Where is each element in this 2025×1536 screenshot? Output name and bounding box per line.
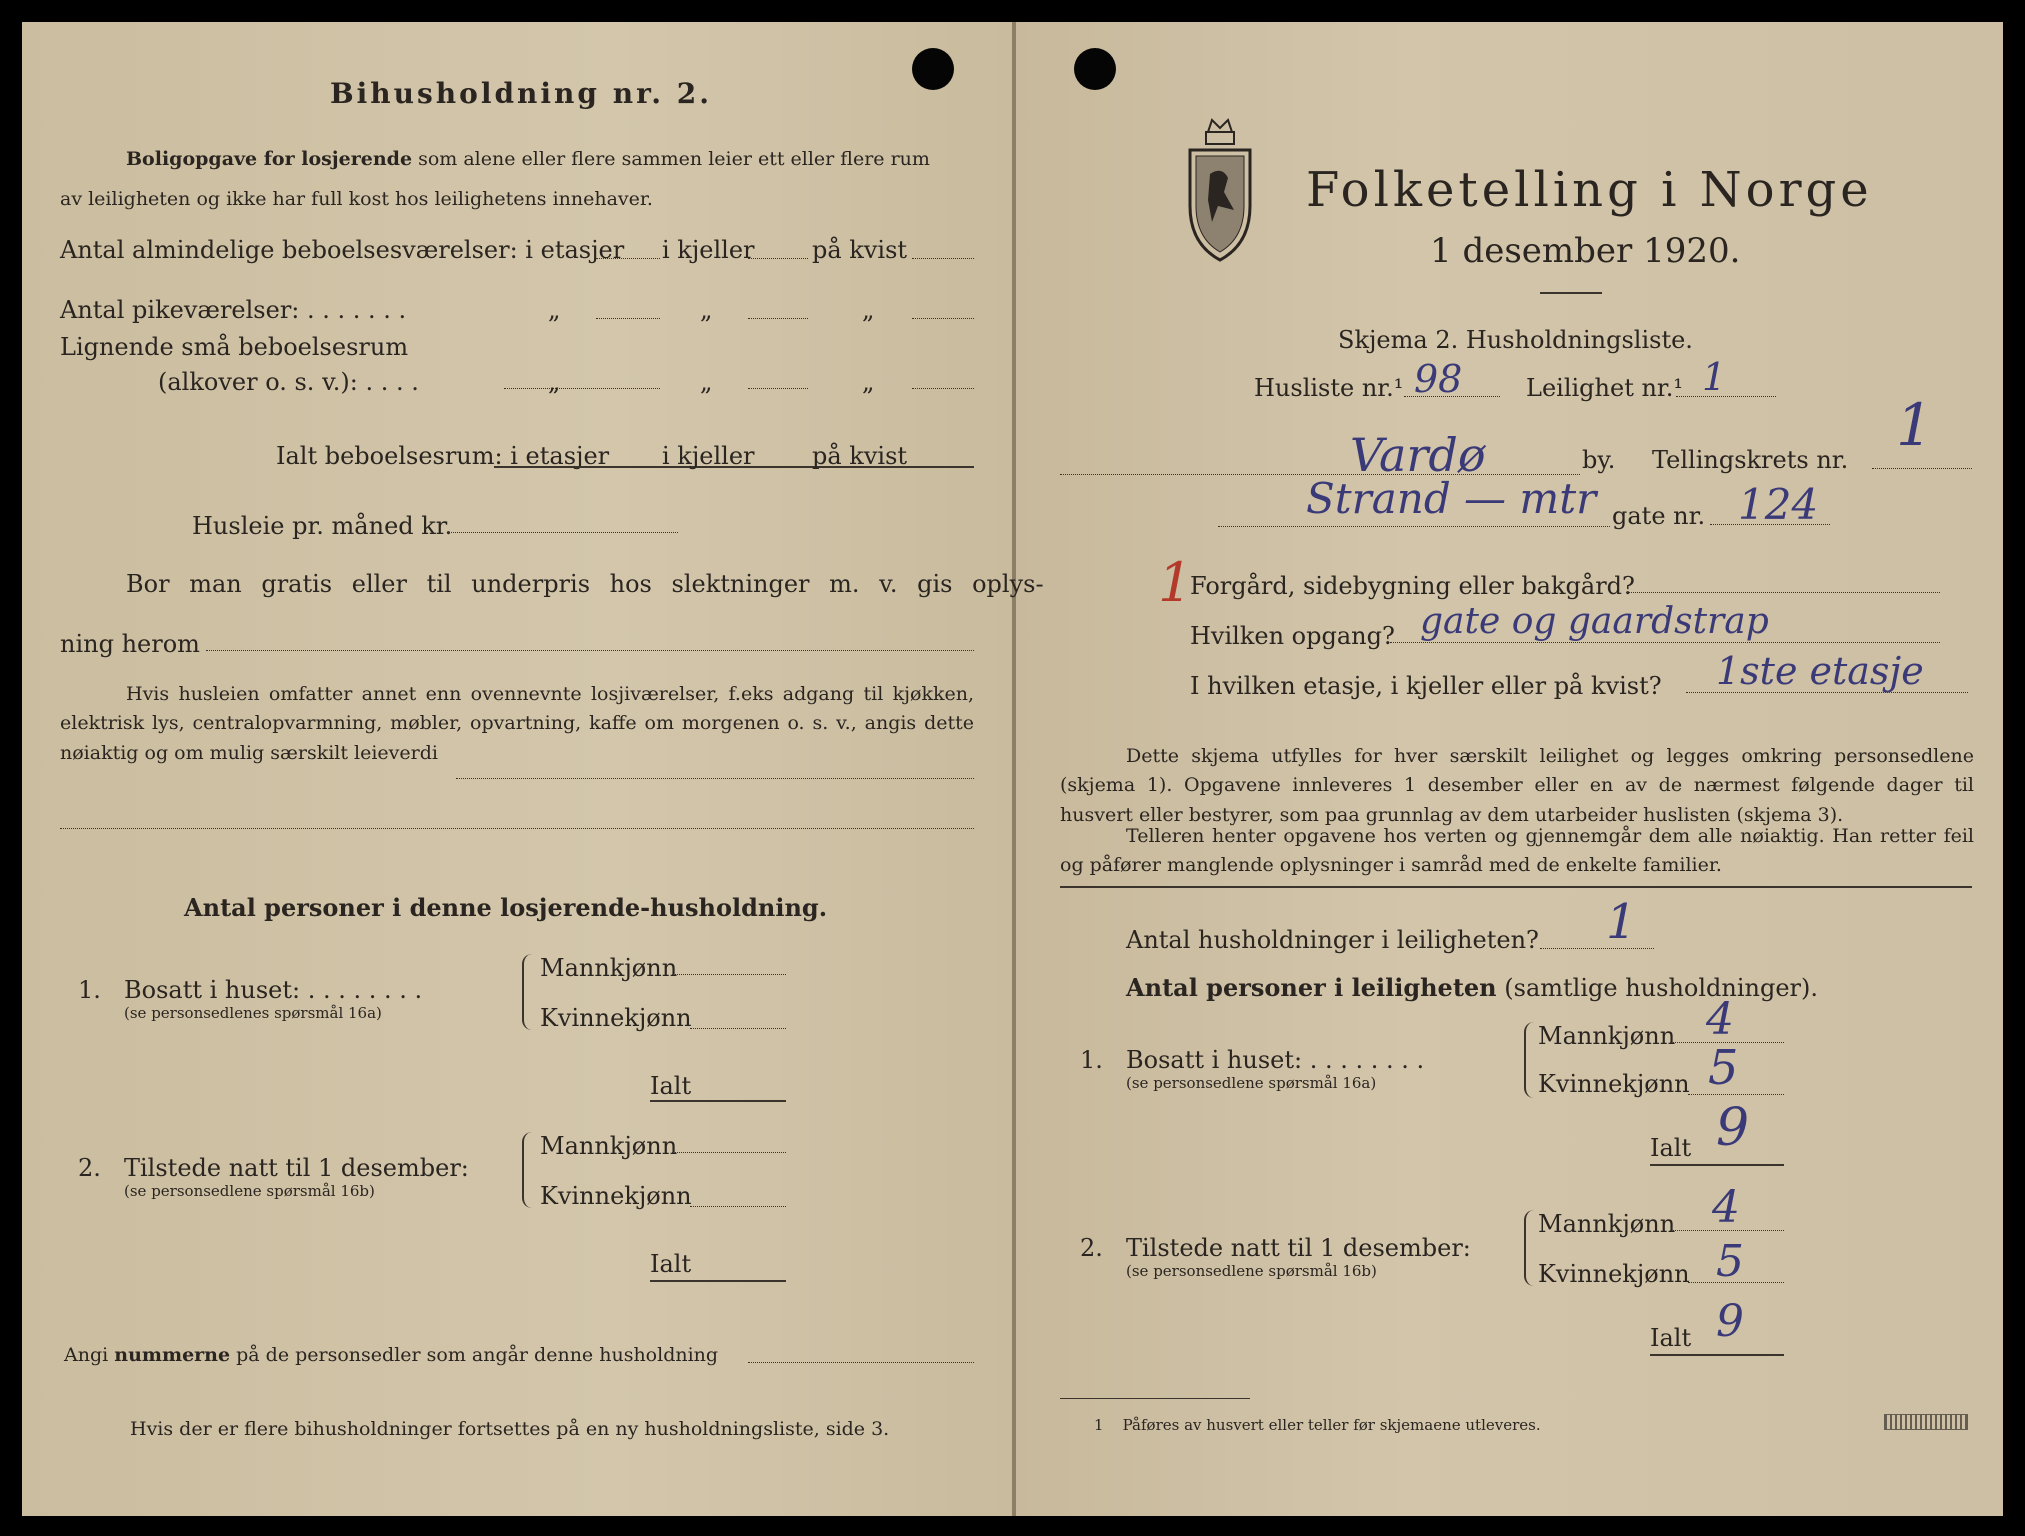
opgang-label: Hvilken opgang?: [1190, 622, 1395, 650]
left-q1-kvinne-field[interactable]: [690, 1028, 786, 1029]
intro-line2: av leiligheten og ikke har full kost hos leilighetens innehaver.: [60, 188, 653, 210]
instructions-2: Telleren henter opgavene hos verten og gjennemgår dem alle nøiaktig. Han retter feil og påfører manglende oplysninger i samråd med de enkelte familier.: [1060, 825, 1974, 877]
gate-field[interactable]: [1218, 526, 1610, 527]
husliste-value: 98: [1414, 357, 1463, 401]
pike-label: Antal pikeværelser: . . . . . . .: [60, 296, 407, 324]
right-q2-mann-label: Mannkjønn: [1538, 1210, 1676, 1238]
left-q1-num: 1.: [78, 976, 101, 1004]
tellingskrets-field[interactable]: [1872, 468, 1972, 469]
left-q2-mann-label: Mannkjønn: [540, 1132, 678, 1160]
angi-bold: nummerne: [114, 1344, 231, 1366]
right-q1-sub: (se personsedlene spørsmål 16a): [1126, 1074, 1377, 1092]
right-date: 1 desember 1920.: [1430, 231, 1741, 271]
husleie-field[interactable]: [448, 532, 678, 533]
footnote-mark: 1: [1094, 1416, 1104, 1434]
right-q1-mann-value: 4: [1706, 994, 1734, 1045]
left-footer: Hvis der er flere bihusholdninger fortsettes på en ny husholdningsliste, side 3.: [130, 1418, 890, 1440]
right-q1-kvinne-label: Kvinnekjønn: [1538, 1070, 1690, 1098]
left-q2-sub: (se personsedlene spørsmål 16b): [124, 1182, 375, 1200]
pike-kvist-field[interactable]: [912, 318, 974, 319]
left-q2-num: 2.: [78, 1154, 101, 1182]
right-q2-num: 2.: [1080, 1234, 1103, 1262]
rooms-kjeller-label: i kjeller: [662, 236, 755, 264]
alkover-ditto-3: „: [862, 368, 875, 396]
right-q2-kvinne-value: 5: [1716, 1236, 1744, 1287]
right-q1-mann-label: Mannkjønn: [1538, 1022, 1676, 1050]
coat-of-arms-icon: [1178, 114, 1262, 266]
left-q1-mann-label: Mannkjønn: [540, 954, 678, 982]
by-label: by.: [1582, 446, 1616, 474]
pike-ditto-3: „: [862, 296, 875, 324]
right-q2-sub: (se personsedlene spørsmål 16b): [1126, 1262, 1377, 1280]
hvis-extra-line[interactable]: [60, 828, 974, 829]
skjema-label: Skjema 2. Husholdningsliste.: [1338, 326, 1693, 354]
pike-kjeller-field[interactable]: [748, 318, 808, 319]
intro-line1: [126, 150, 930, 169]
opgang-field[interactable]: [1390, 642, 1940, 643]
rooms-kjeller-field[interactable]: [748, 258, 808, 259]
husholdninger-field[interactable]: [1540, 948, 1654, 949]
bor-field[interactable]: [206, 650, 974, 651]
tellingskrets-value: 1: [1896, 391, 1933, 459]
ialt-rum-kjeller: i kjeller: [662, 442, 755, 470]
instructions-rule: [1060, 886, 1972, 888]
hvis-field[interactable]: [456, 778, 974, 779]
printer-stamp: [1884, 1414, 1968, 1430]
right-q1-ialt-value: 9: [1716, 1098, 1750, 1158]
footnote: [1094, 1418, 1541, 1433]
left-q2-ialt-label: Ialt: [650, 1250, 692, 1278]
ialt-rum-kvist: på kvist: [812, 442, 908, 470]
leilighet-value: 1: [1702, 355, 1727, 399]
intro-bold: Boligopgave for losjerende: [126, 148, 413, 170]
intro-rest: som alene eller flere sammen leier ett eller flere rum: [418, 148, 930, 170]
alkover-ditto-1: „: [548, 368, 561, 396]
pike-ditto-1: „: [548, 296, 561, 324]
right-q2-mann-value: 4: [1712, 1182, 1740, 1233]
husholdninger-value: 1: [1606, 894, 1637, 950]
right-q1-ialt-field[interactable]: [1650, 1164, 1784, 1166]
right-title: Folketelling i Norge: [1306, 162, 1873, 218]
right-q2-ialt-value: 9: [1716, 1296, 1744, 1347]
right-q1-ialt-label: Ialt: [1650, 1134, 1692, 1162]
gatenr-label: gate nr.: [1612, 502, 1706, 530]
left-q1-brace: [522, 954, 532, 1030]
rooms-kvist-field[interactable]: [912, 258, 974, 259]
left-q2-brace: [522, 1132, 532, 1208]
angi-field[interactable]: [748, 1362, 974, 1363]
by-value: Vardø: [1350, 428, 1486, 482]
left-q2-kvinne-field[interactable]: [690, 1206, 786, 1207]
angi-line: [64, 1346, 718, 1365]
left-q1-ialt-field[interactable]: [650, 1100, 786, 1102]
right-q1-brace: [1524, 1022, 1534, 1098]
title-rule: [1540, 292, 1602, 294]
personer-rest: (samtlige husholdninger).: [1504, 974, 1819, 1002]
right-q1-label: Bosatt i huset: . . . . . . . .: [1126, 1046, 1425, 1074]
angi-rest: på de personsedler som angår denne husholdning: [236, 1344, 719, 1366]
husleie-label: Husleie pr. måned kr.: [192, 512, 453, 540]
husholdninger-label: Antal husholdninger i leiligheten?: [1126, 926, 1539, 954]
alkover-kvist-field[interactable]: [912, 388, 974, 389]
rooms-kvist-label: på kvist: [812, 236, 908, 264]
right-q2-label: Tilstede natt til 1 desember:: [1126, 1234, 1471, 1262]
forgard-label: Forgård, sidebygning eller bakgård?: [1190, 572, 1635, 600]
left-q2-mann-field[interactable]: [672, 1152, 786, 1153]
tellingskrets-label: Tellingskrets nr.: [1652, 446, 1849, 474]
pike-etasjer-field[interactable]: [596, 318, 660, 319]
alkover-label: (alkover o. s. v.): . . . .: [158, 368, 419, 396]
lignende-label: Lignende små beboelsesrum: [60, 333, 409, 361]
leilighet-field[interactable]: [1676, 396, 1776, 397]
punch-hole-right: [1074, 48, 1116, 90]
right-q1-kvinne-value: 5: [1708, 1040, 1739, 1096]
left-q1-mann-field[interactable]: [672, 974, 786, 975]
rooms-label: Antal almindelige beboelsesværelser: i etasjer: [60, 236, 625, 264]
husliste-label: Husliste nr.¹: [1254, 374, 1404, 402]
gatenr-value: 124: [1738, 480, 1819, 529]
right-q1-num: 1.: [1080, 1046, 1103, 1074]
forgard-mark: 1: [1158, 551, 1193, 614]
alkover-ditto-2: „: [700, 368, 713, 396]
rooms-etasjer-field[interactable]: [596, 258, 660, 259]
forgard-field[interactable]: [1626, 592, 1940, 593]
left-q1-sub: (se personsedlenes spørsmål 16a): [124, 1004, 382, 1022]
pike-ditto-2: „: [700, 296, 713, 324]
left-q1-kvinne-label: Kvinnekjønn: [540, 1004, 692, 1032]
bor-line2: ning herom: [60, 630, 200, 658]
angi-word: Angi: [64, 1344, 109, 1366]
ialt-rum-label: Ialt beboelsesrum: i etasjer: [276, 442, 610, 470]
hvis-paragraph: Hvis husleien omfatter annet enn ovennevnte losjiværelser, f.eks adgang til kjøkken, elektrisk lys, centralopvarmning, møbler, opvartning, kaffe om morgenen o. s. v., angis dette nøiaktig og om mulig særskilt leieverdi: [60, 683, 974, 764]
right-q2-ialt-field[interactable]: [1650, 1354, 1784, 1356]
bor-line1: Bor man gratis eller til underpris hos slektninger m. v. gis oplys-: [126, 570, 1044, 598]
right-q2-kvinne-label: Kvinnekjønn: [1538, 1260, 1690, 1288]
leilighet-label: Leilighet nr.¹: [1526, 374, 1684, 402]
left-q1-label: Bosatt i huset: . . . . . . . .: [124, 976, 423, 1004]
etasje-value: 1ste etasje: [1716, 649, 1924, 693]
right-q2-ialt-label: Ialt: [1650, 1324, 1692, 1352]
antal-heading: Antal personer i denne losjerende-husholdning.: [184, 893, 828, 922]
gate-value: Strand — mtr: [1306, 474, 1597, 523]
left-q1-ialt-label: Ialt: [650, 1072, 692, 1100]
punch-hole-left: [912, 48, 954, 90]
right-q2-brace: [1524, 1210, 1534, 1286]
etasje-label: I hvilken etasje, i kjeller eller på kvist?: [1190, 672, 1662, 700]
left-title: Bihusholdning nr. 2.: [330, 77, 712, 110]
personer-bold: Antal personer i leiligheten: [1126, 973, 1497, 1002]
footnote-text: Påføres av husvert eller teller før skjemaene utleveres.: [1122, 1416, 1541, 1434]
instructions-1: Dette skjema utfylles for hver særskilt leilighet og legges omkring personsedlene (skjema 1). Opgavene innleveres 1 desember eller en av de nærmest følgende dager til husvert eller bestyrer, som paa grunnlag av dem utarbeider huslisten (skjema 3).: [1060, 745, 1974, 826]
alkover-etasjer-field[interactable]: [504, 388, 660, 389]
left-q2-label: Tilstede natt til 1 desember:: [124, 1154, 469, 1182]
opgang-value: gate og gaardstrap: [1420, 601, 1769, 642]
footnote-rule: [1060, 1398, 1250, 1399]
left-q2-ialt-field[interactable]: [650, 1280, 786, 1282]
alkover-kjeller-field[interactable]: [748, 388, 808, 389]
left-q2-kvinne-label: Kvinnekjønn: [540, 1182, 692, 1210]
